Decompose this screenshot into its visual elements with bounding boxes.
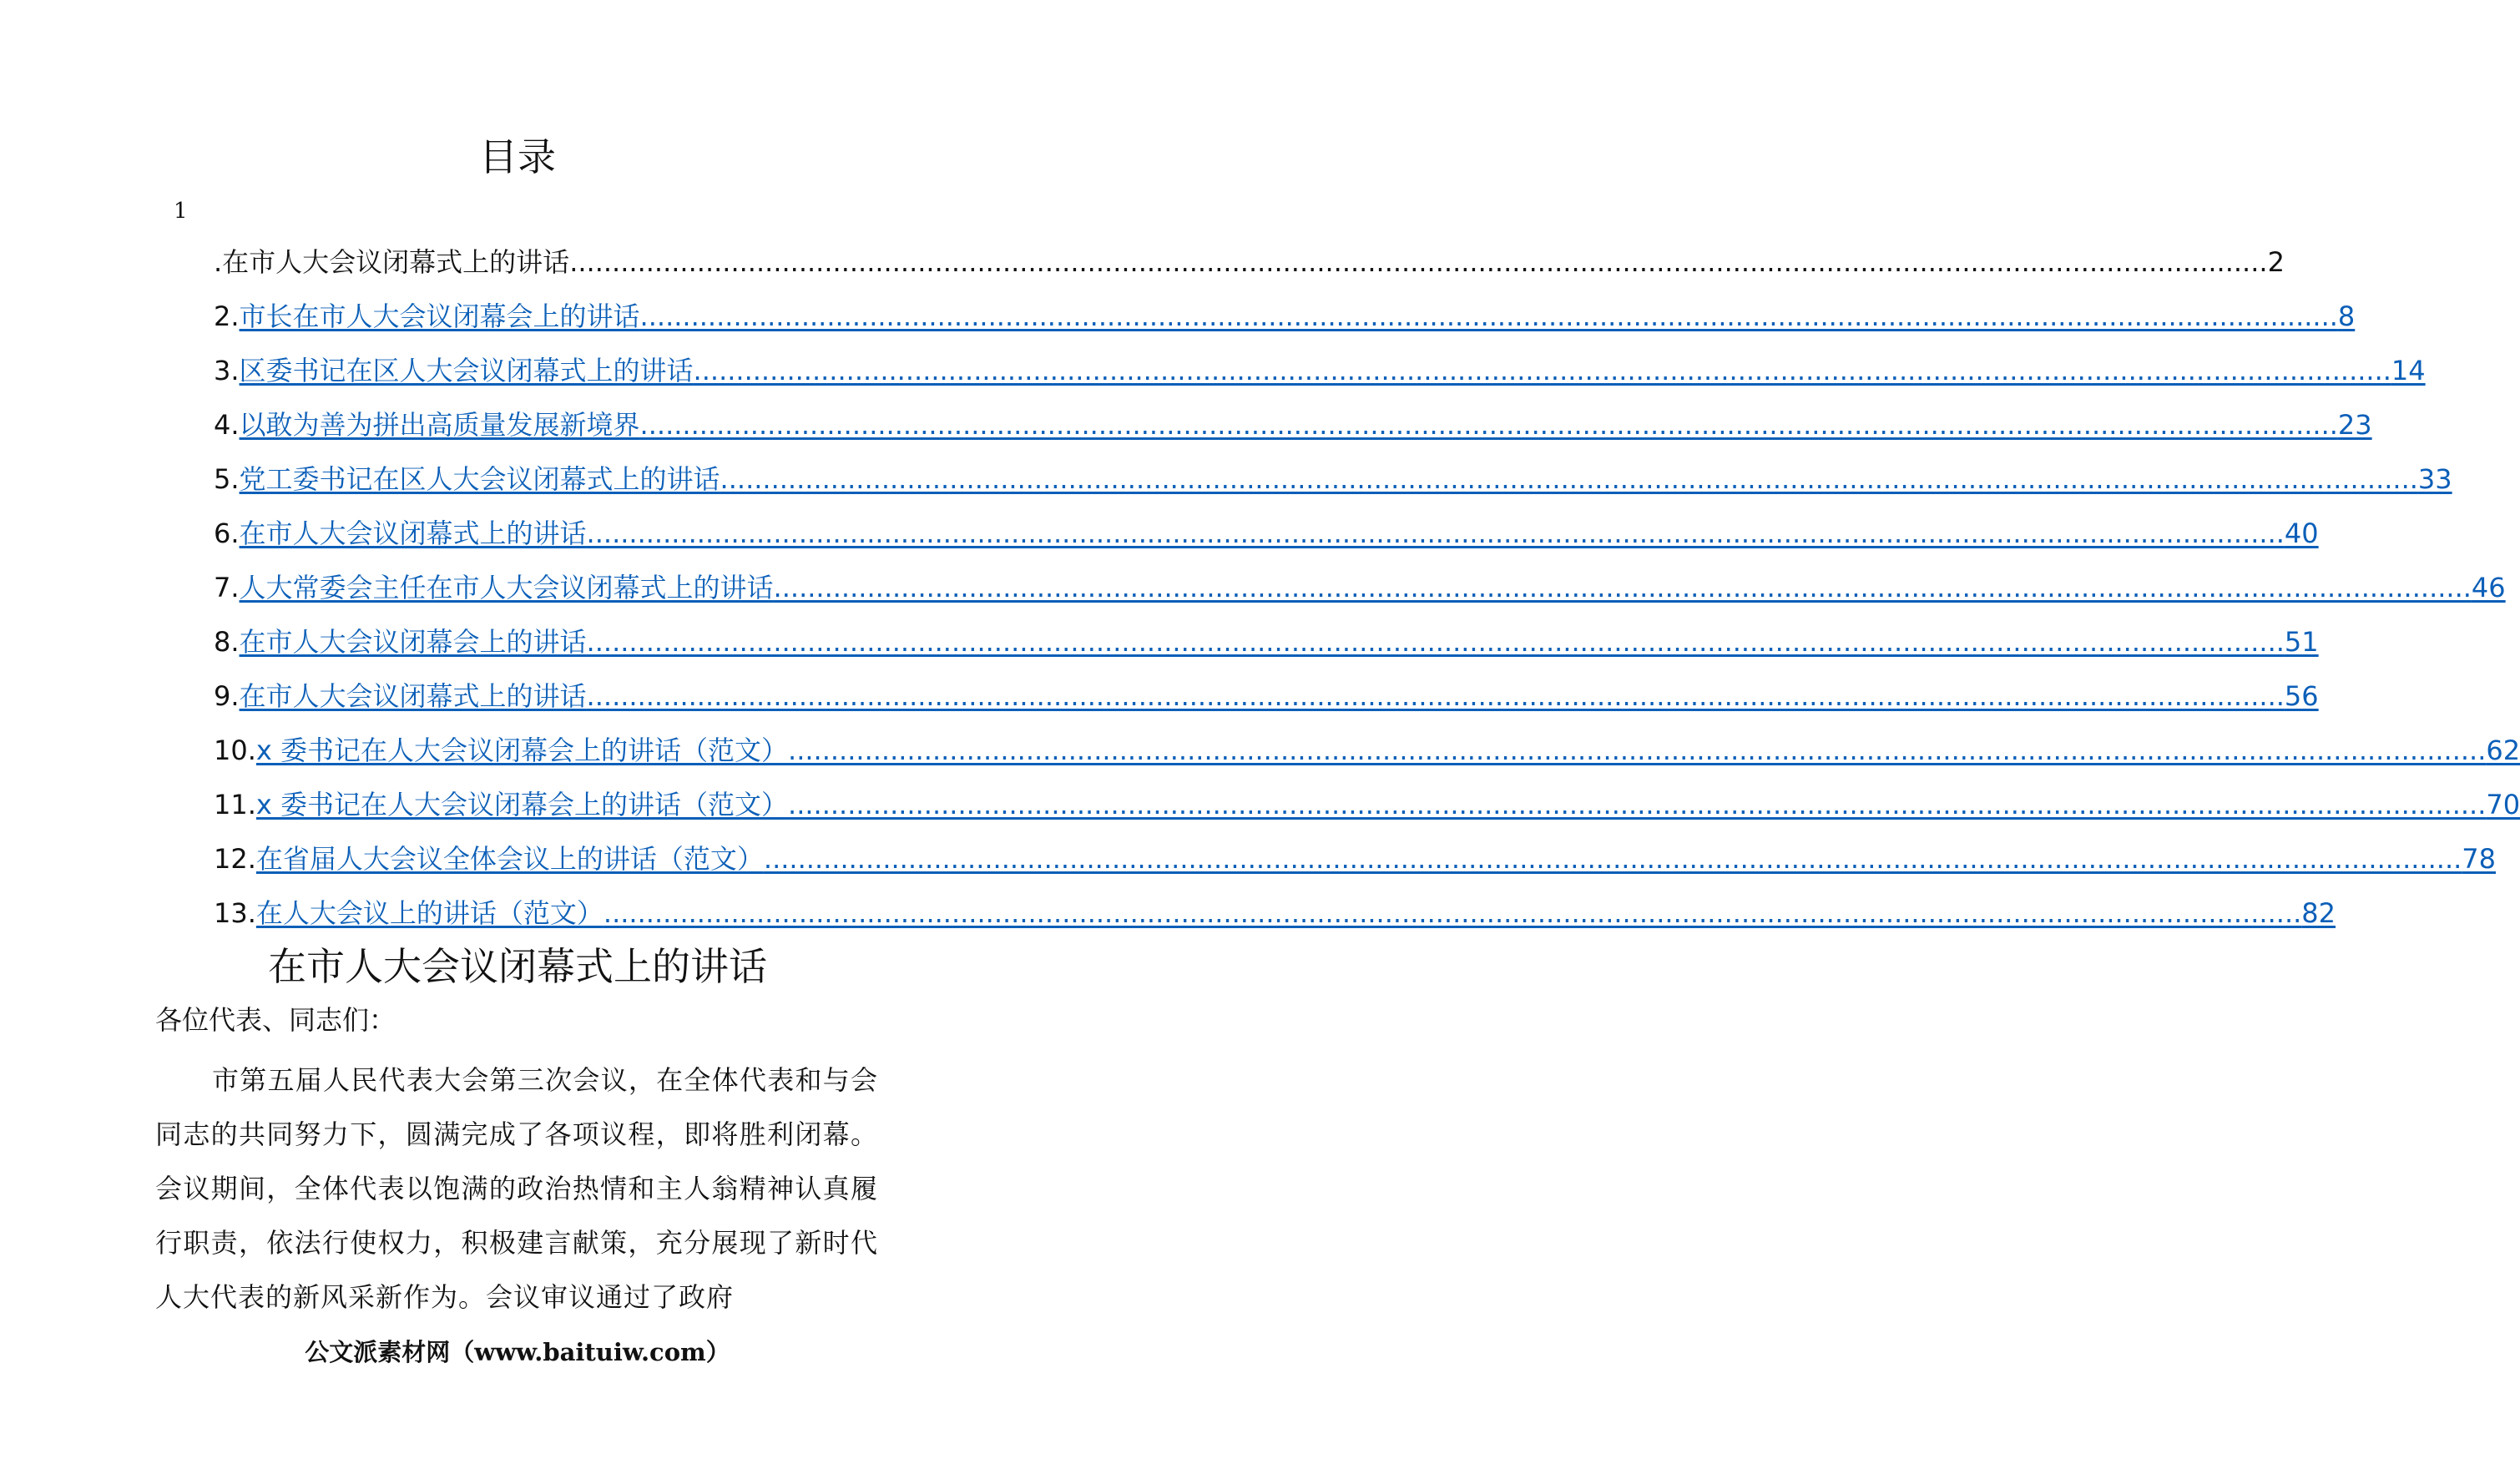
page-marker: 1 [174,199,188,224]
toc-entry-number: 9. [214,680,240,712]
toc-entry-number: 3. [214,355,240,386]
toc-entry-link[interactable] [239,515,2319,552]
toc-entry-link[interactable] [214,244,2285,280]
toc-entry-title: x 委书记在人大会议闭幕会上的讲话（范文） [255,789,789,820]
toc-leader-dots: ........................................................................................................................................................................................................ [586,626,2285,658]
salutation: 各位代表、同志们： [155,1004,396,1036]
toc-leader-dots: ........................................................................................................................................................................................................ [763,843,2462,875]
toc-entry-title: 人大常委会主任在市人大会议闭幕式上的讲话 [239,572,774,603]
toc-entry-title: 在市人大会议闭幕式上的讲话 [239,517,587,549]
toc-entry-number: 5. [214,463,240,495]
toc-entry-page-number: 14 [2391,355,2426,386]
toc-leader-dots: ........................................................................................................................................................................................................ [693,355,2391,386]
toc-entry [214,678,2319,732]
toc-entry [214,623,2319,678]
toc-entry-number: 12. [214,843,256,875]
toc-entry [214,298,2356,352]
toc-entry-title: 在市人大会议闭幕式上的讲话 [239,680,587,712]
toc-entry-title: 在人大会议上的讲话（范文） [255,897,603,929]
toc-entry [214,406,2372,461]
toc-leader-dots: ........................................................................................................................................................................................................ [720,463,2418,495]
toc-entry-number: 11. [214,789,256,820]
toc-entry-number: 6. [214,517,240,549]
toc-leader-dots: ........................................................................................................................................................................................................ [639,300,2338,332]
toc-entry-number: 8. [214,626,240,658]
toc-entry-title: 在省届人大会议全体会议上的讲话（范文） [255,843,764,875]
table-of-contents [214,244,2520,949]
toc-entry-page-number: 2 [2267,246,2285,278]
toc-entry-title: 在市人大会议闭幕会上的讲话 [239,626,587,658]
toc-entry-page-number: 56 [2284,680,2319,712]
body-paragraph: 市第五届人民代表大会第三次会议，在全体代表和与会同志的共同努力下，圆满完成了各项议程，即将胜利闭幕。会议期间，全体代表以饱满的政治热情和主人翁精神认真履行职责，依法行使权力，积极建言献策，充分展现了新时代人大代表的新风采新作为。会议审议通过了政府 [155,1064,878,1313]
toc-entry-link[interactable] [239,298,2356,335]
toc-entry-link[interactable] [255,786,2520,823]
toc-entry-number: 4. [214,409,240,441]
toc-entry-link[interactable] [239,352,2426,389]
toc-entry [214,732,2520,786]
toc-entry-page-number: 78 [2462,843,2496,875]
toc-leader-dots: ........................................................................................................................................................................................................ [603,897,2302,929]
toc-leader-dots: ........................................................................................................................................................................................................ [569,246,2268,278]
toc-entry [214,841,2496,895]
toc-leader-dots: ........................................................................................................................................................................................................ [586,517,2285,549]
toc-entry-number: 13. [214,897,256,929]
toc-entry-link[interactable] [239,569,2506,606]
toc-entry [214,461,2452,515]
document-heading: 在市人大会议闭幕式上的讲话 [268,944,767,989]
toc-entry-link[interactable] [255,841,2496,877]
toc-entry-link[interactable] [239,623,2319,660]
toc-entry-title: 区委书记在区人大会议闭幕式上的讲话 [239,355,694,386]
toc-entry [214,569,2506,623]
toc-entry-page-number: 46 [2471,572,2506,603]
toc-entry-page-number: 33 [2417,463,2452,495]
toc-entry-number: 2. [214,300,240,332]
toc-entry-page-number: 70 [2486,789,2520,820]
toc-entry-title: 市长在市人大会议闭幕会上的讲话 [239,300,640,332]
toc-entry-page-number: 51 [2284,626,2319,658]
toc-entry [214,352,2426,406]
toc-entry [214,786,2520,841]
toc-entry [214,515,2319,569]
toc-entry-link[interactable] [239,678,2319,714]
toc-entry [214,244,2285,298]
toc-entry-link[interactable] [255,732,2520,769]
toc-entry-page-number: 23 [2337,409,2372,441]
toc-entry-page-number: 82 [2301,897,2336,929]
toc-leader-dots: ........................................................................................................................................................................................................ [773,572,2472,603]
toc-leader-dots: ........................................................................................................................................................................................................ [586,680,2285,712]
toc-entry-link[interactable] [239,461,2452,497]
toc-entry-number: 7. [214,572,240,603]
toc-entry-page-number: 8 [2337,300,2356,332]
toc-leader-dots: ........................................................................................................................................................................................................ [788,735,2487,766]
toc-entry-number: 10. [214,735,256,766]
toc-entry-link[interactable] [255,895,2336,931]
toc-leader-dots: ........................................................................................................................................................................................................ [639,409,2338,441]
toc-entry-page-number: 40 [2284,517,2319,549]
toc-entry-title: 以敢为善为拼出高质量发展新境界 [239,409,640,441]
toc-leader-dots: ........................................................................................................................................................................................................ [788,789,2487,820]
toc-title: 目录 [479,134,556,179]
toc-entry-page-number: 62 [2486,735,2520,766]
footer-watermark: 公文派素材网（www.baituiw.com） [305,1338,730,1366]
toc-entry-title: 党工委书记在区人大会议闭幕式上的讲话 [239,463,720,495]
toc-entry-title: .在市人大会议闭幕式上的讲话 [214,246,570,278]
toc-entry-link[interactable] [239,406,2372,443]
toc-entry-title: x 委书记在人大会议闭幕会上的讲话（范文） [255,735,789,766]
